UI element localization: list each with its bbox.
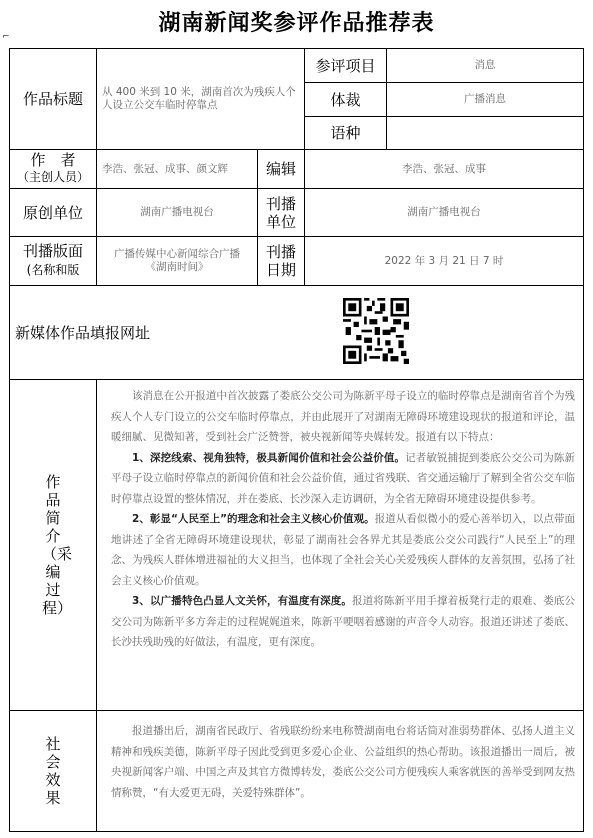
- genre-label: 体裁: [304, 82, 387, 117]
- category-value: 消息: [386, 48, 584, 83]
- pub-date-value: 2022 年 3 月 21 日 7 时: [304, 236, 584, 286]
- title-value: 从 400 米到 10 米，湖南首次为残疾人个人设立公交车临时停靠点: [96, 48, 305, 150]
- author-value: 李浩、张冠、成事、颜文辉: [96, 149, 258, 189]
- form-title: 湖南新闻奖参评作品推荐表: [158, 11, 435, 36]
- intro-body: [96, 379, 584, 711]
- language-value: [386, 116, 584, 150]
- effect-text: 报道播出后，湖南省民政厅、省残联纷纷来电称赞湖南电台将话筒对准弱势群体、弘扬人道主义精神和残疾美德，陈新平母子因此受到更多爱心企业、公益组织的热心帮助。该报道播出一周后，被央视新闻客户端、中国之声及其官方微博转发，娄底公交公司方便残疾人乘客就医的善举受到网友热情称赞，“有大爱更无碍，关爱特殊群体”。: [111, 725, 575, 799]
- pub-section-label: 刊播版面: [22, 242, 83, 260]
- intro-paragraph-4: [111, 591, 575, 653]
- effect-body: [96, 710, 584, 832]
- intro-label-cell: [9, 379, 97, 711]
- intro-paragraph-2: [111, 448, 575, 510]
- editor-value: 李浩、张冠、成事: [304, 149, 584, 189]
- intro-point-3-text: 报道将陈新平用手撑着板凳行走的艰难、娄底公交公司为陈新平多方奔走的过程娓娓道来，陈新平哽咽着感谢的声音令人动容。报道还讲述了娄底、长沙扶残助残的好做法，有温度，更有深度。: [111, 595, 575, 648]
- origin-unit-value: 湖南广播电视台: [96, 188, 258, 237]
- intro-point-2-heading: 2、彰显“人民至上”的理念和社会主义核心价值观。: [132, 513, 375, 525]
- language-label: 语种: [304, 116, 387, 150]
- intro-paragraph-1: 该消息在公开报道中首次披露了娄底公交公司为陈新平母子设立的临时停靠点是湖南省首个为残疾人个人专门设立的公交车临时停靠点，并由此展开了对湖南无障碍环境建设现状的报道和评论，温暖细腻、见微知著，受到社会广泛赞誉，被央视新闻等央媒转发。报道有以下特点：: [111, 390, 575, 443]
- corner-mark: ⌐: [2, 32, 10, 42]
- intro-point-3-heading: 3、以广播特色凸显人文关怀，有温度有深度。: [132, 595, 352, 607]
- qr-code-icon: [343, 298, 409, 364]
- origin-unit-label: 原创单位: [9, 188, 97, 237]
- author-label: 作 者: [30, 151, 76, 169]
- effect-label: 社会效果: [45, 735, 61, 807]
- intro-label: 作品简介（采编过程）: [42, 473, 73, 617]
- author-label-cell: [9, 149, 97, 189]
- new-media-label: 新媒体作品填报网址: [15, 323, 151, 342]
- pub-section-value: 广播传媒中心新闻综合广播《湖南时间》: [96, 236, 258, 286]
- intro-point-1-heading: 1、深挖线索、视角独特，极具新闻价值和社会公益价值。: [132, 451, 406, 464]
- intro-paragraph-3: [111, 509, 575, 591]
- new-media-row: [9, 285, 584, 380]
- author-sublabel: （主创人员）: [16, 170, 89, 184]
- pub-unit-label: 刊播单位: [257, 188, 305, 237]
- pub-unit-value: 湖南广播电视台: [304, 188, 584, 237]
- title-label: 作品标题: [9, 48, 97, 150]
- pub-section-sublabel: (名称和版: [26, 263, 80, 277]
- intro-point-2-text: 报道从看似微小的爱心善举切入，以点带面地讲述了全省无障碍环境建设现状，彰显了湖南社会各界尤其是娄底公交公司践行“人民至上”的理念、为残疾人群体增进福祉的大义担当，也体现了全社会关心关爱残疾人群体的友善氛围，弘扬了社会主义核心价值观。: [111, 513, 575, 587]
- intro-point-1-text: 记者敏锐捕捉到娄底公交公司为陈新平母子设立临时停靠点的新闻价值和社会公益价值，通过省残联、省交通运输厅了解到全省公交车临时停靠点设置的整体情况，并在娄底、长沙深入走访调研，为全省无障碍环境建设提供参考。: [111, 451, 576, 505]
- effect-label-cell: [9, 710, 97, 832]
- pub-date-label: 刊播日期: [257, 236, 305, 286]
- genre-value: 广播消息: [386, 82, 584, 117]
- pub-section-label-cell: [9, 236, 97, 286]
- category-label: 参评项目: [304, 48, 387, 83]
- editor-label: 编辑: [257, 149, 305, 189]
